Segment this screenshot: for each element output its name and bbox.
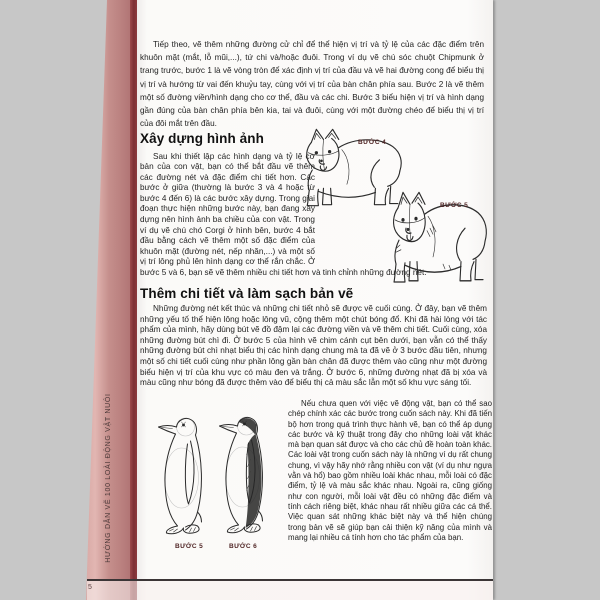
section-detail-block xyxy=(140,304,487,389)
penguin-step5-illustration xyxy=(153,414,211,542)
section-detail-heading: Thêm chi tiết và làm sạch bản vẽ xyxy=(140,286,354,301)
penguin-step5-drawing xyxy=(153,414,211,542)
spine-edge-line xyxy=(130,0,137,600)
section-detail-paragraph: Những đường nét kết thúc và những chi tiết nhỏ sẽ được vẽ cuối cùng. Ở đây, bạn vẽ thêm những yếu tố thể hiện lông hoặc lông vũ, cộng thêm một chút bóng đổ. Khi đã hài lòng với tác phẩm của mình, hãy dùng bút vẽ đồ đậm lại các đường viền và vẽ thêm chi tiết. Cuối cùng, xóa những đường bút chì đi. Ở bước 5 của hình vẽ chim cánh cụt bên dưới, bạn vẫn có thể thấy những đường bút chì nhạt biểu thị các hình dạng chung mà ta đã vẽ ở 3 bước đầu tiên, nhưng một số chi tiết cuối cùng như phần lông gần bàn chân đã được thêm vào cũng như một đường biểu hiện vị trí của khu vực có màu đen và trắng. Ở bước 6, những đường nhạt đã bị xóa và màu cũng như bóng đã được thêm vào để biểu thị cả màu sắc lẫn một số khu vực sáng tối. xyxy=(140,304,487,388)
page-bottom-strip xyxy=(87,581,493,600)
corgi-step5-caption: BƯỚC 5 xyxy=(440,202,469,209)
intro-paragraph-block xyxy=(140,38,484,130)
intro-paragraph: Tiếp theo, vẽ thêm những đường cử chỉ để thể hiện vị trí và tỷ lệ của các đặc điểm trên khuôn mặt (mắt, lỗ mũi,...), tứ chi và/hoặc đuôi. Trong ví dụ vẽ chú sóc chuột Chipmunk ở trang trước, bước 1 là vẽ vòng tròn để xác định vị trí của đầu và vẽ hai đường cong để biểu thị vị trí và hướng từ vai đến khuỷu tay, cùng với vị trí của bàn chân phía sau. Bước 2 là vẽ thêm một số đường viền/hình dạng cho cơ thể, đầu và các chi. Bước 3 biểu hiện vị trí và hình dạng gần đúng của bàn chân phía bên kia, tai và đuôi, cùng với một đường chéo để biểu thị vị trí của đôi mắt trên đầu. xyxy=(140,40,484,129)
corgi-step4-caption: BƯỚC 4 xyxy=(358,139,387,146)
penguin-step6-caption: BƯỚC 6 xyxy=(229,543,258,550)
corgi-step5-drawing xyxy=(383,190,493,288)
penguin-step6-illustration xyxy=(213,413,273,541)
corgi-step5-illustration xyxy=(383,190,493,288)
penguin-step5-caption: BƯỚC 5 xyxy=(175,543,204,550)
spine-bottom-number: 5 xyxy=(88,584,92,591)
section-build-paragraph: Sau khi thiết lập các hình dạng và tỷ lệ cơ bản của con vật, bạn có thể bắt đầu vẽ thêm các đường nét và đặc điểm chi tiết hơn. Các bước ở giữa (thường là bước 3 và 4 hoặc từ bước 4 đến 6) là các bước xây dựng. Trong giai đoạn thực hiện những bước này, bạn đang xây dựng nên hình ảnh ba chiều của con vật. Trong ví dụ vẽ chú chó Corgi ở hình bên, bước 4 bắt đầu bằng cách vẽ thêm một số đặc điểm của khuôn mặt (đường nét, nếp nhăn,...) và một số vị trí lông phủ lên hình dạng cơ thể rắn chắc. Ở bước 5 và 6, bạn sẽ vẽ thêm nhiều chi tiết hơn và tinh chỉnh những đường nét. xyxy=(140,151,427,278)
section-build-heading: Xây dựng hình ảnh xyxy=(140,131,264,146)
practice-paragraph: Nếu chưa quen với việc vẽ động vật, bạn có thể sao chép chính xác các bước trong cuốn sách này. Khi đã tiến bộ hơn trong quá trình thực hành vẽ, bạn có thể áp dụng các bước và kỹ thuật trong đây cho những loài vật khác mà bạn quan sát được và cho các chủ đề hoàn toàn khác. Các loài vật trong cuốn sách này là những ví dụ rất chung chung, vì vậy hãy nhớ rằng nhiều con vật (ví dụ như ngựa vằn và hổ) bao gồm nhiều loài khác nhau, mỗi loài có đặc điểm, tỷ lệ và màu sắc khác nhau. Ngoài ra, cũng giống như con người, mỗi loài vật đều có những đặc điểm và tính cách riêng biệt, khác nhau rất nhiều giữa các cá thể. Việc quan sát những khác biệt này và thể hiện chúng trong bản vẽ sẽ giúp bạn cải thiện kỹ năng của mình và mang lại nhiều cá tính hơn cho tác phẩm của bạn. xyxy=(288,399,492,542)
spine-title-vertical: HƯỚNG DẪN VẼ 100 LOÀI ĐỘNG VẬT NUÔI xyxy=(105,393,112,563)
penguin-step6-drawing xyxy=(213,413,273,541)
